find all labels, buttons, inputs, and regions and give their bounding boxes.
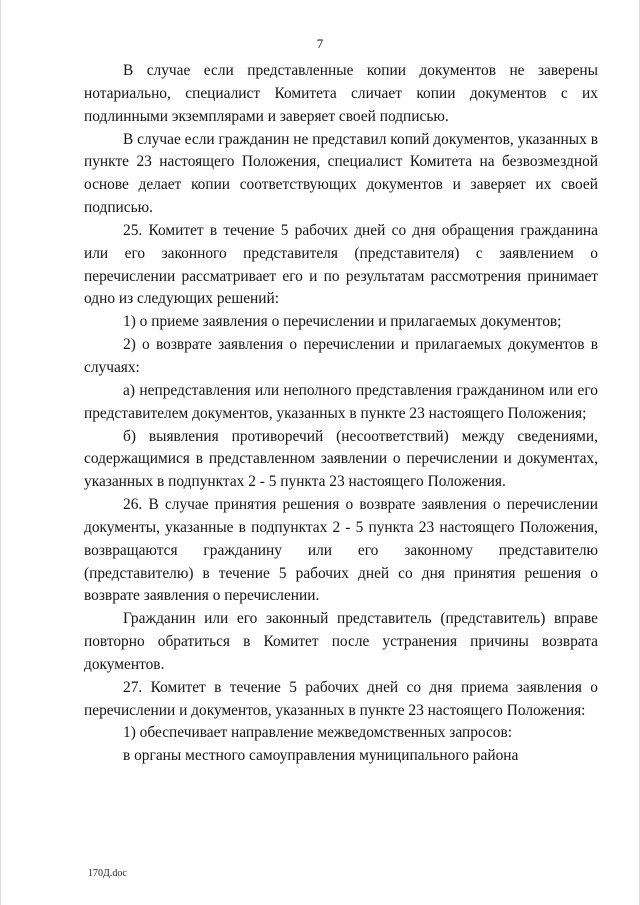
paragraph-copies-not-notarized: В случае если представленные копии документов не заверены нотариально, специалист Комитета сличает копии документов с их подлинными экземплярами и заверяет своей подписью.: [84, 62, 598, 125]
paragraph-copies-not-provided: В случае если гражданин не представил копий документов, указанных в пункте 23 настоящего Положения, специалист Комитета на безвозмездной основе делает копии соответствующих документов и заверяет их своей подписью.: [84, 130, 598, 217]
paragraph-reapply: Гражданин или его законный представитель (представитель) вправе повторно обратиться в Комитет после устранения причины возврата документов.: [84, 610, 598, 673]
paragraph-case-a: а) непредставления или неполного представления гражданином или его представителем документов, указанных в пункте 23 настоящего Положения;: [84, 381, 598, 422]
page-number: 7: [316, 36, 324, 51]
paragraph-clause-25: 25. Комитет в течение 5 рабочих дней со дня обращения гражданина или его законного представителя (представителя) с заявлением о перечислении рассматривает его и по результатам рассмотрения принимает одно из следующих решений:: [84, 221, 598, 308]
body-text: [84, 60, 598, 768]
paragraph-clause-26: 26. В случае принятия решения о возврате заявления о перечислении документы, указанные в подпунктах 2 - 5 пункта 23 настоящего Положения, возвращаются гражданину или его законному представителю (представителю) в течение 5 рабочих дней со дня принятия решения о возврате заявления о перечислении.: [84, 496, 598, 605]
footer-filename: 170Д.doc: [88, 868, 127, 879]
paragraph-interagency-requests: 1) обеспечивает направление межведомственных запросов:: [123, 724, 513, 742]
paragraph-decision-accept: 1) о приеме заявления о перечислении и прилагаемых документов;: [123, 313, 562, 331]
paragraph-local-authorities: в органы местного самоуправления муниципального района: [123, 747, 519, 765]
scan-left-edge: [0, 0, 1, 905]
paragraph-clause-27: 27. Комитет в течение 5 рабочих дней со дня приема заявления о перечислении и документов, указанных в пункте 23 настоящего Положения:: [84, 678, 598, 719]
paragraph-decision-return: 2) о возврате заявления о перечислении и прилагаемых документов в случаях:: [84, 336, 598, 376]
paragraph-case-b: б) выявления противоречий (несоответствий) между сведениями, содержащимися в представленном заявлении о перечислении и документах, указанных в подпунктах 2 - 5 пункта 23 настоящего Положения.: [84, 427, 598, 491]
